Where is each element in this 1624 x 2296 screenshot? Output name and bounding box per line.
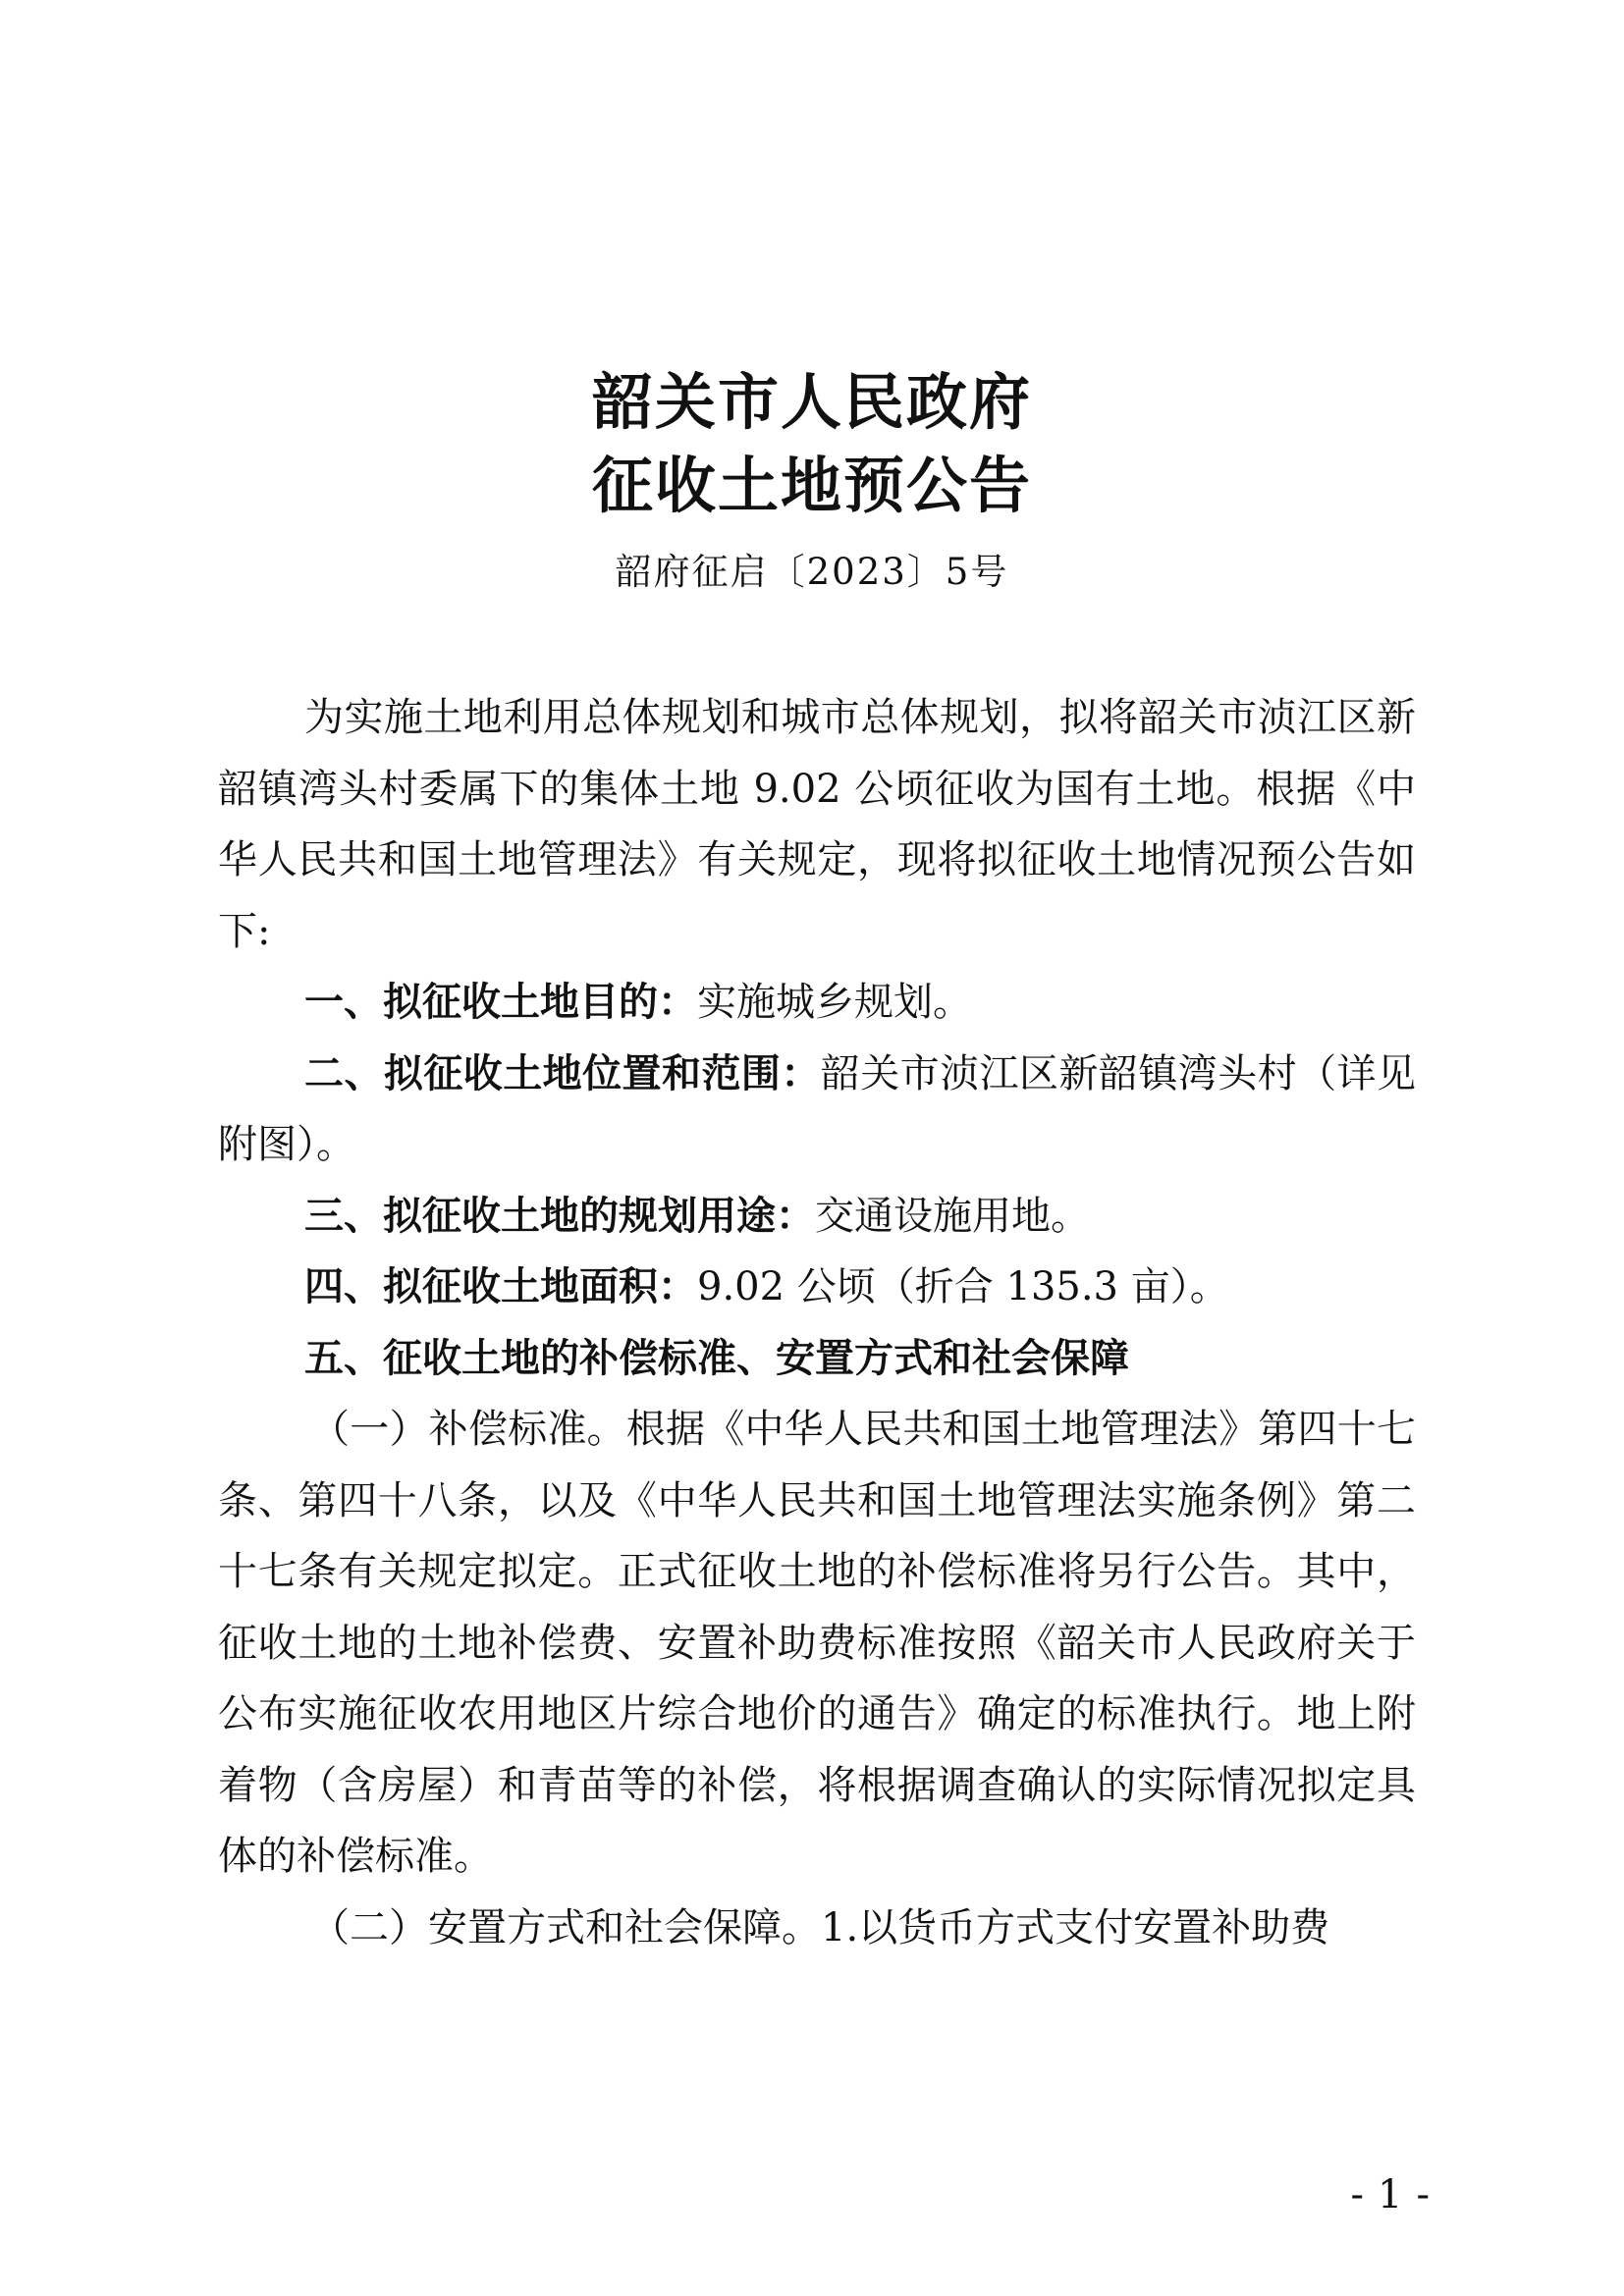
item-paragraph-3 [218,1181,1416,1253]
document-title-line1: 韶关市人民政府 [591,366,1032,438]
intro-paragraph: 为实施土地利用总体规划和城市总体规划，拟将韶关市浈江区新韶镇湾头村委属下的集体土地 9.02 公顷征收为国有土地。根据《中华人民共和国土地管理法》有关规定，现将拟征收土地情况预公告如下: [218,695,1416,954]
sub-paragraph-resettlement: （二）安置方式和社会保障。1.以货币方式支付安置补助费 [310,1904,1330,1950]
item-text-2: 韶关市浈江区新韶镇湾头村（详见附图）。 [218,1050,1417,1167]
item-text-3: 交通设施用地。 [815,1193,1090,1239]
item-heading-2: 二、拟征收土地位置和范围： [304,1050,821,1096]
item-text-4: 9.02 公顷（折合 135.3 亩）。 [697,1264,1229,1309]
document-title-line2: 征收土地预公告 [591,450,1032,521]
item-heading-4: 四、拟征收土地面积： [304,1264,697,1309]
item-heading-5: 五、征收土地的补偿标准、安置方式和社会保障 [304,1335,1129,1381]
item-paragraph-4 [218,1252,1416,1323]
page-number: -1- [1350,2172,1443,2217]
document-number: 韶府征启〔2023〕5号 [615,551,1009,593]
sub-paragraph-compensation: （一）补偿标准。根据《中华人民共和国土地管理法》第四十七条、第四十八条，以及《中华人民共和国土地管理法实施条例》第二十七条有关规定拟定。正式征收土地的补偿标准将另行公告。其中，征收土地的土地补偿费、安置补助费标准按照《韶关市人民政府关于公布实施征收农用地区片综合地价的通告》确定的标准执行。地上附着物（含房屋）和青苗等的补偿，将根据调查确认的实际情况拟定具体的补偿标准。 [218,1407,1416,1879]
item-text-1: 实施城乡规划。 [697,980,972,1025]
item-heading-1: 一、拟征收土地目的： [304,980,697,1025]
item-paragraph-1 [218,967,1416,1039]
item-paragraph-2 [218,1039,1416,1181]
document-body [218,682,1416,1963]
item-paragraph-5 [218,1323,1416,1395]
item-heading-3: 三、拟征收土地的规划用途： [304,1193,815,1239]
